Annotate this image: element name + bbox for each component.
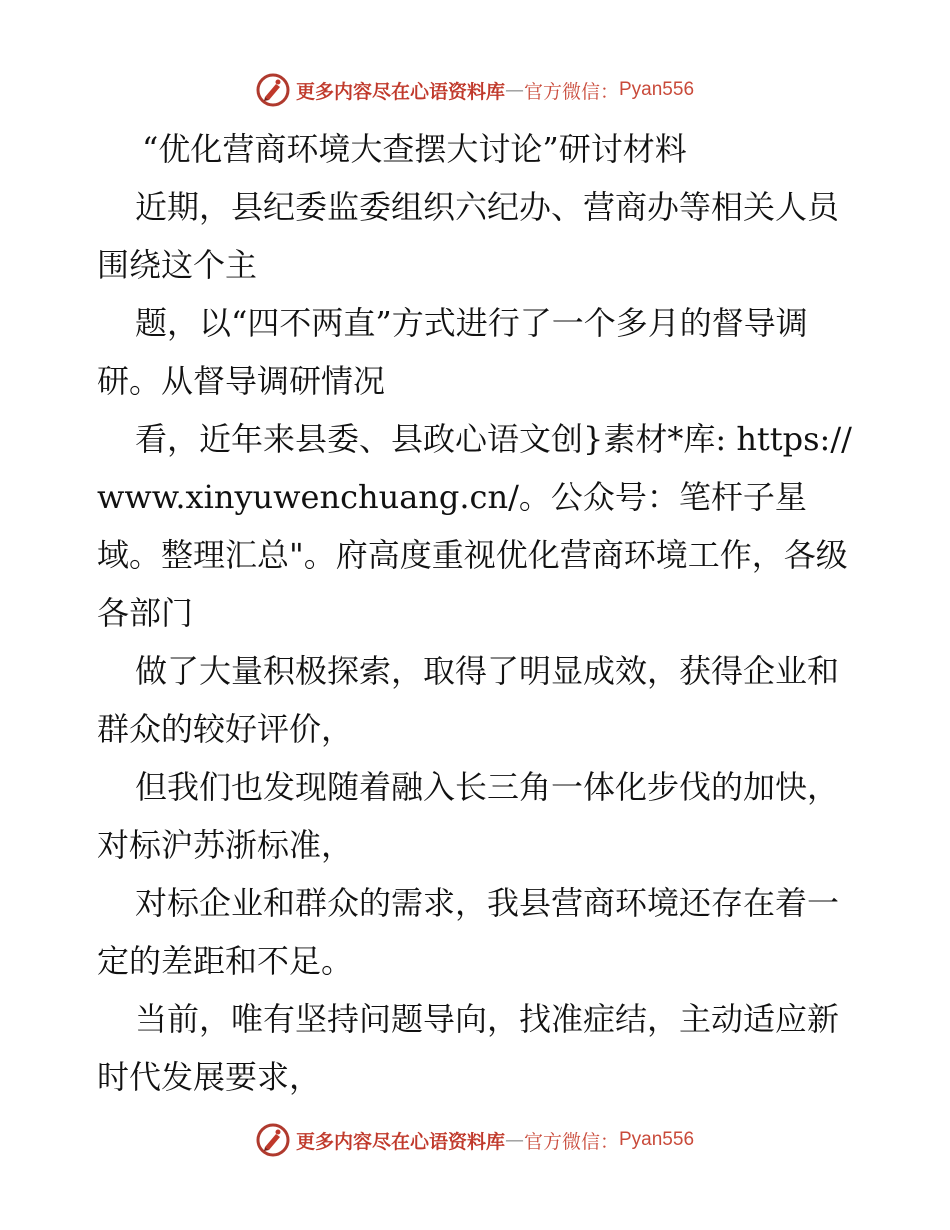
pen-logo-icon [256,73,290,107]
banner-dash: — [504,1129,524,1151]
paragraph: 对标企业和群众的需求，我县营商环境还存在着一定的差距和不足。 [97,884,840,980]
banner-wechat-id: Pyan556 [619,1129,695,1150]
banner-wechat-label: 官方微信： [523,80,619,103]
pen-logo-icon [256,1123,290,1157]
banner-wechat-label: 官方微信： [523,1130,619,1153]
banner-dash: — [504,79,524,101]
document-body [97,120,857,1106]
paragraph: 近期，县纪委监委组织六纪办、营商办等相关人员围绕这个主 [97,188,840,284]
banner-wechat-id: Pyan556 [619,79,695,100]
paragraph: 但我们也发现随着融入长三角一体化步伐的加快，对标沪苏浙标准， [97,768,840,864]
paragraph: 题，以“四不两直”方式进行了一个多月的督导调研。从督导调研情况 [97,304,808,400]
header-banner [0,70,950,110]
banner-main-text: 更多内容尽在心语资料库 [295,80,505,103]
paragraph: 做了大量积极探索，取得了明显成效，获得企业和群众的较好评价， [97,652,840,748]
footer-banner [0,1120,950,1160]
paragraph: 看，近年来县委、县政心语文创}素材*库: https://www.xinyuwenchuang.cn/。公众号：笔杆子星域。整理汇总"。府高度重视优化营商环境工作，各级各部门 [97,420,852,632]
paragraph: 当前，唯有坚持问题导向，找准症结，主动适应新时代发展要求， [97,1000,840,1096]
document-title: “优化营商环境大查摆大讨论”研讨材料 [142,130,687,168]
banner-main-text: 更多内容尽在心语资料库 [295,1130,505,1153]
